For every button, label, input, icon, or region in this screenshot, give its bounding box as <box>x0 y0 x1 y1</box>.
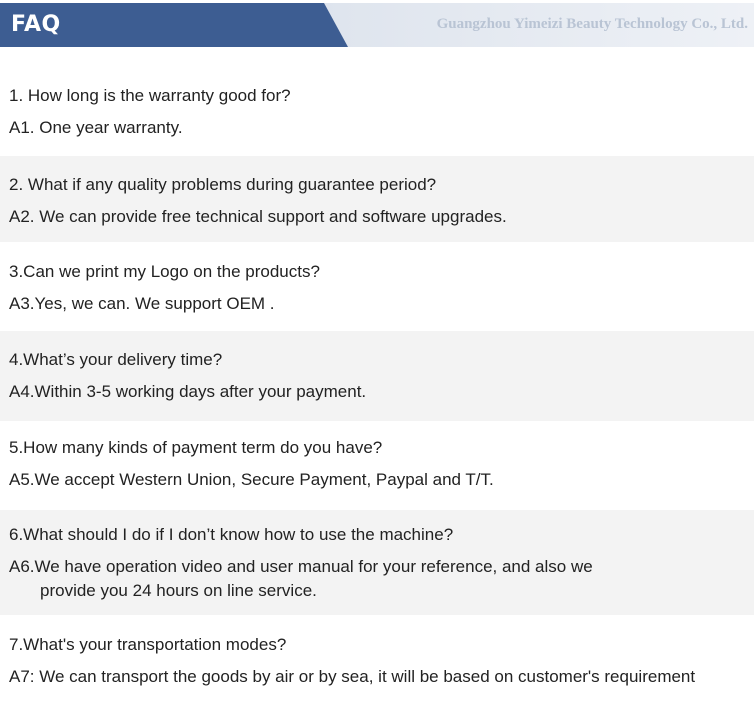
faq-answer: A7: We can transport the goods by air or by sea, it will be based on customer's requirement <box>9 667 696 686</box>
faq-answer: A5.We accept Western Union, Secure Payment, Paypal and T/T. <box>9 470 494 489</box>
faq-item-1 <box>0 48 754 156</box>
faq-question: 4.What’s your delivery time? <box>9 350 223 369</box>
company-watermark: Guangzhou Yimeizi Beauty Technology Co., Ltd. <box>436 16 748 32</box>
faq-item-7 <box>0 615 754 728</box>
faq-answer: A3.Yes, we can. We support OEM . <box>9 294 275 313</box>
faq-question: 7.What's your transportation modes? <box>9 635 287 654</box>
faq-question: 1. How long is the warranty good for? <box>9 86 291 105</box>
faq-question: 6.What should I do if I don’t know how to use the machine? <box>9 525 454 544</box>
faq-item-6 <box>0 510 754 615</box>
faq-answer: A4.Within 3-5 working days after your payment. <box>9 382 367 401</box>
faq-item-4 <box>0 331 754 421</box>
faq-answer: A2. We can provide free technical support and software upgrades. <box>9 207 507 226</box>
faq-question: 3.Can we print my Logo on the products? <box>9 262 320 281</box>
faq-answer: A6.We have operation video and user manual for your reference, and also we <box>9 557 593 576</box>
faq-item-5 <box>0 421 754 510</box>
faq-item-2 <box>0 156 754 242</box>
faq-answer-continued: provide you 24 hours on line service. <box>40 581 317 600</box>
faq-list <box>0 48 754 728</box>
faq-item-3 <box>0 242 754 331</box>
faq-answer: A1. One year warranty. <box>9 118 183 137</box>
faq-header <box>0 0 754 48</box>
faq-question: 2. What if any quality problems during guarantee period? <box>9 175 437 194</box>
faq-question: 5.How many kinds of payment term do you have? <box>9 438 383 457</box>
page-title: FAQ <box>11 12 61 37</box>
